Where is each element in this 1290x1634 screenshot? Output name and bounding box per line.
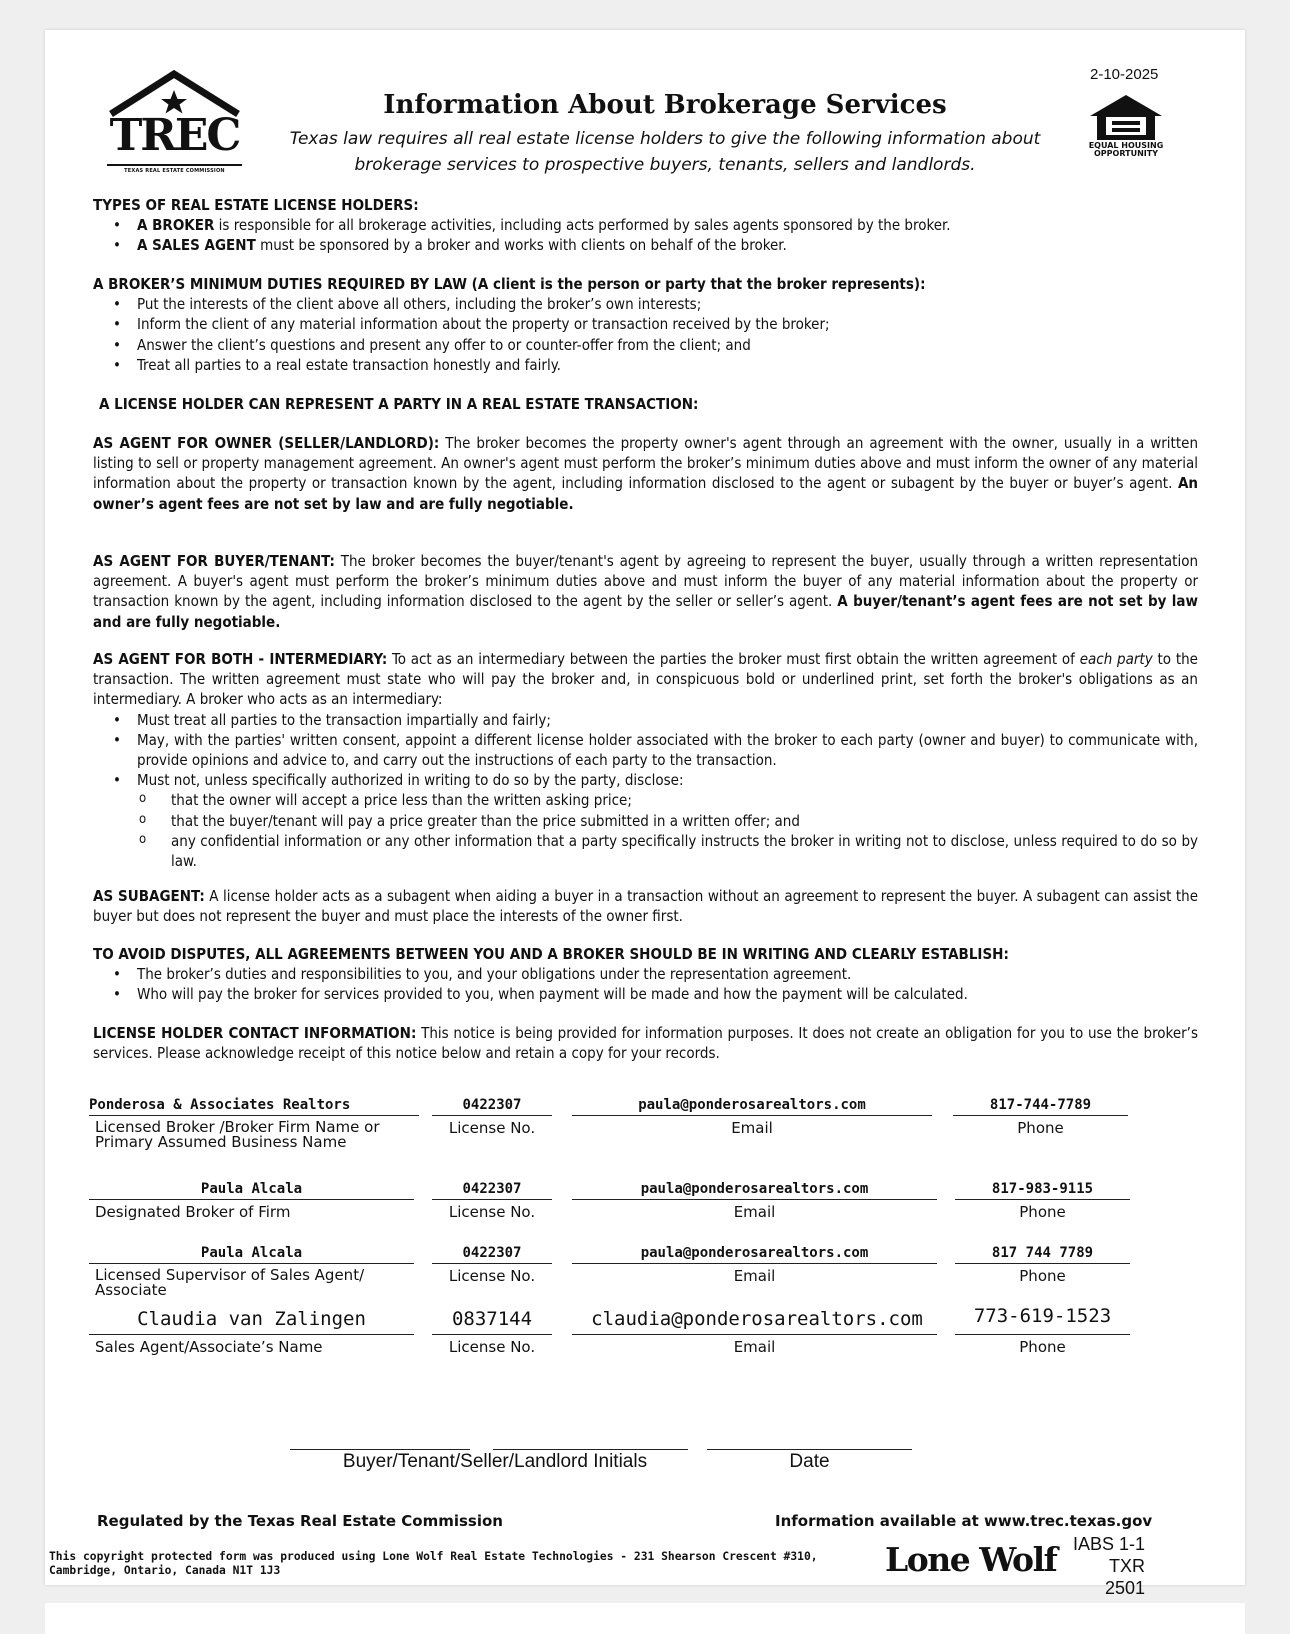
signature-line — [432, 1263, 552, 1264]
intermediary-paragraph — [93, 649, 1198, 710]
form-id-2: TXR 2501 — [1104, 1556, 1145, 1598]
license-label: License No. — [448, 1119, 536, 1137]
license-label: License No. — [448, 1338, 536, 1356]
designated-phone[interactable]: 817-983-9115 — [991, 1181, 1094, 1197]
list-item: • Inform the client of any material information about the property or transaction received by the broker; — [93, 314, 1198, 334]
trec-logo-subtext: TEXAS REAL ESTATE COMMISSION — [107, 164, 242, 174]
duties-heading: A BROKER’S MINIMUM DUTIES REQUIRED BY LAW (A client is the person or party that the broker represents): — [93, 275, 926, 293]
signature-line — [89, 1263, 414, 1264]
disputes-section — [93, 944, 1198, 1005]
eho-line-1: EQUAL HOUSING — [1088, 141, 1164, 150]
signature-line — [572, 1263, 937, 1264]
subtitle-line-2: brokerage services to prospective buyers, tenants, sellers and landlords. — [354, 155, 976, 175]
owner-heading: AS AGENT FOR OWNER (SELLER/LANDLORD): — [93, 434, 440, 452]
contact-text: This notice is being provided for information purposes. It does not create an obligation for you to use the broker’s services. Please acknowledge receipt of this notice below and retain a copy for your records. — [93, 1024, 1198, 1063]
signature-line — [953, 1115, 1128, 1116]
date-label: Date — [789, 1451, 830, 1472]
sub-list-item: o any confidential information or any other information that a party specifically instructs the broker in writing not to disclose, unless required to do so by law. — [93, 831, 1198, 871]
initials-line-2[interactable] — [493, 1449, 688, 1450]
supervisor-name[interactable]: Paula Alcala — [200, 1245, 303, 1261]
intermediary-text-1: To act as an intermediary between the parties the broker must first obtain the written agreement of — [387, 650, 1080, 668]
initials-line-1[interactable] — [290, 1449, 470, 1450]
types-heading: TYPES OF REAL ESTATE LICENSE HOLDERS: — [93, 196, 419, 214]
subtitle-line-1: Texas law requires all real estate license holders to give the following information about — [289, 129, 1041, 149]
regulated-by: Regulated by the Texas Real Estate Commission — [97, 1512, 503, 1530]
owner-text: The broker becomes the property owner's agent through an agreement with the owner, usually in a written listing to sell or property management agreement. An owner's agent must perform the broker’s minimum duties above and must inform the owner of any material information about the property or transaction known by the agent, including information disclosed to the agent or subagent by the buyer or buyer’s agent. — [93, 434, 1198, 493]
broker-email[interactable]: paula@ponderosarealtors.com — [638, 1097, 866, 1113]
list-item: • Treat all parties to a real estate transaction honestly and fairly. — [93, 355, 1198, 375]
signature-line — [432, 1115, 552, 1116]
signature-line — [955, 1263, 1130, 1264]
initials-label: Buyer/Tenant/Seller/Landlord Initials — [342, 1451, 648, 1472]
broker-firm-name[interactable]: Ponderosa & Associates Realtors — [89, 1097, 351, 1113]
supervisor-phone[interactable]: 817 744 7789 — [991, 1245, 1094, 1261]
subagent-text: A license holder acts as a subagent when aiding a buyer in a transaction without an agreement to represent the buyer. A subagent can assist the buyer but does not represent the buyer and must place the interests of the owner first. — [93, 887, 1199, 926]
lone-wolf-logo: Lone Wolf — [885, 1540, 1057, 1579]
list-item: • May, with the parties' written consent, appoint a different license holder associated with the broker to each party (owner and buyer) to communicate with, provide opinions and advice to, and carry out the instructions of each party to the transaction. — [93, 730, 1198, 770]
supervisor-label: Licensed Supervisor of Sales Agent/ Associate — [95, 1266, 365, 1299]
sales-agent-phone[interactable]: 773-619-1523 — [973, 1305, 1112, 1327]
license-label: License No. — [448, 1203, 536, 1221]
list-item: • Who will pay the broker for services provided to you, when payment will be made and how the payment will be calculated. — [93, 984, 1198, 1004]
buyer-section — [93, 551, 1198, 632]
list-item: • Must not, unless specifically authorized in writing to do so by the party, disclose: — [93, 770, 1198, 790]
subagent-heading: AS SUBAGENT: — [93, 887, 205, 905]
info-website: Information available at www.trec.texas.gov — [775, 1512, 1153, 1530]
document-page — [45, 30, 1245, 1598]
owner-section — [93, 433, 1198, 514]
email-label: Email — [733, 1203, 776, 1221]
email-label: Email — [733, 1267, 776, 1285]
sub-list-item: o that the buyer/tenant will pay a price greater than the price submitted in a written offer; and — [93, 811, 1198, 831]
intermediary-text-2: to the transaction. The written agreement must state who will pay the broker and, in conspicuous bold or underlined print, set forth the broker's obligations as an intermediary. A broker who acts as an intermediary: — [93, 650, 1198, 709]
phone-label: Phone — [1019, 1203, 1066, 1221]
list-item: • Answer the client’s questions and present any offer to or counter-offer from the client; and — [93, 335, 1198, 355]
intermediary-section — [93, 649, 1198, 871]
email-label: Email — [733, 1338, 776, 1356]
buyer-heading: AS AGENT FOR BUYER/TENANT: — [93, 552, 335, 570]
copyright-notice: This copyright protected form was produced using Lone Wolf Real Estate Technologies - 231 Shearson Crescent #310, Cambridge, Ontario, Canada N1T 1J3 — [49, 1550, 818, 1577]
phone-label: Phone — [1017, 1119, 1064, 1137]
trec-logo-text: TREC — [109, 110, 240, 161]
types-section — [93, 195, 1198, 256]
signature-line — [572, 1199, 937, 1200]
broker-phone[interactable]: 817-744-7789 — [989, 1097, 1092, 1113]
trec-logo — [107, 68, 242, 208]
broker-bold: A BROKER — [137, 216, 215, 235]
signature-line — [955, 1199, 1130, 1200]
buyer-text: The broker becomes the buyer/tenant's agent by agreeing to represent the buyer, usually through a written representation agreement. A buyer's agent must perform the broker’s minimum duties above and must inform the buyer of any material information about the property or transaction known by the agent, including information disclosed to the agent by the seller or seller’s agent. — [93, 552, 1199, 611]
contact-section — [93, 1023, 1198, 1063]
signature-line — [89, 1334, 414, 1335]
phone-label: Phone — [1019, 1267, 1066, 1285]
signature-line — [89, 1115, 419, 1116]
contact-heading: LICENSE HOLDER CONTACT INFORMATION: — [93, 1024, 417, 1042]
page-title: Information About Brokerage Services — [383, 90, 947, 120]
license-label: License No. — [448, 1267, 536, 1285]
list-item: • Put the interests of the client above all others, including the broker’s own interests; — [93, 294, 1198, 314]
broker-license[interactable]: 0422307 — [462, 1097, 522, 1113]
designated-broker-label: Designated Broker of Firm — [95, 1203, 291, 1221]
page-subtitle — [265, 126, 1065, 178]
intermediary-heading: AS AGENT FOR BOTH - INTERMEDIARY: — [93, 650, 388, 668]
designated-email[interactable]: paula@ponderosarealtors.com — [640, 1181, 869, 1197]
phone-label: Phone — [1019, 1338, 1066, 1356]
sales-agent-name[interactable]: Claudia van Zalingen — [137, 1308, 366, 1330]
designated-broker-name[interactable]: Paula Alcala — [200, 1181, 303, 1197]
broker-firm-label: Licensed Broker /Broker Firm Name or Primary Assumed Business Name — [95, 1118, 380, 1151]
disputes-heading: TO AVOID DISPUTES, ALL AGREEMENTS BETWEEN YOU AND A BROKER SHOULD BE IN WRITING AND CLEARLY ESTABLISH: — [93, 945, 1009, 963]
list-item: • Must treat all parties to the transaction impartially and fairly; — [93, 710, 1198, 730]
form-id-1: IABS 1-1 — [1072, 1534, 1145, 1554]
next-page-edge — [45, 1603, 1245, 1634]
supervisor-email[interactable]: paula@ponderosarealtors.com — [640, 1245, 869, 1261]
subagent-section — [93, 886, 1198, 926]
eho-line-2: OPPORTUNITY — [1093, 149, 1158, 158]
broker-text: is responsible for all brokerage activities, including acts performed by sales agents sponsored by the broker. — [214, 216, 951, 235]
form-id — [1065, 1533, 1145, 1599]
sales-agent-email[interactable]: claudia@ponderosarealtors.com — [591, 1308, 923, 1330]
date-line[interactable] — [707, 1449, 912, 1450]
signature-line — [432, 1334, 552, 1335]
email-label: Email — [731, 1119, 773, 1137]
sales-agent-label: Sales Agent/Associate’s Name — [95, 1338, 323, 1356]
equal-housing-logo — [1087, 92, 1165, 187]
equal-housing-icon — [1087, 92, 1165, 142]
owner-bold-end: An owner’s agent fees are not set by law and are fully negotiable. — [93, 474, 1198, 513]
agent-text: must be sponsored by a broker and works with clients on behalf of the broker. — [255, 236, 787, 255]
sales-agent-license[interactable]: 0837144 — [451, 1308, 533, 1330]
buyer-bold-end: A buyer/tenant’s agent fees are not set by law and are fully negotiable. — [93, 592, 1198, 631]
list-item — [93, 215, 1198, 235]
duties-section — [93, 274, 1198, 375]
sub-list-item: o that the owner will accept a price less than the written asking price; — [93, 790, 1198, 810]
signature-line — [572, 1334, 937, 1335]
intermediary-italic: each party — [1079, 650, 1153, 668]
signature-line — [89, 1199, 414, 1200]
signature-line — [572, 1115, 932, 1116]
represent-heading: A LICENSE HOLDER CAN REPRESENT A PARTY IN A REAL ESTATE TRANSACTION: — [99, 395, 699, 413]
form-date: 2-10-2025 — [1090, 66, 1159, 83]
designated-license[interactable]: 0422307 — [462, 1181, 522, 1197]
list-item: • The broker’s duties and responsibilities to you, and your obligations under the representation agreement. — [93, 964, 1198, 984]
agent-bold: A SALES AGENT — [137, 236, 256, 255]
list-item — [93, 235, 1198, 255]
supervisor-license[interactable]: 0422307 — [462, 1245, 522, 1261]
signature-line — [955, 1334, 1130, 1335]
signature-line — [432, 1199, 552, 1200]
equal-housing-text — [1087, 142, 1165, 158]
